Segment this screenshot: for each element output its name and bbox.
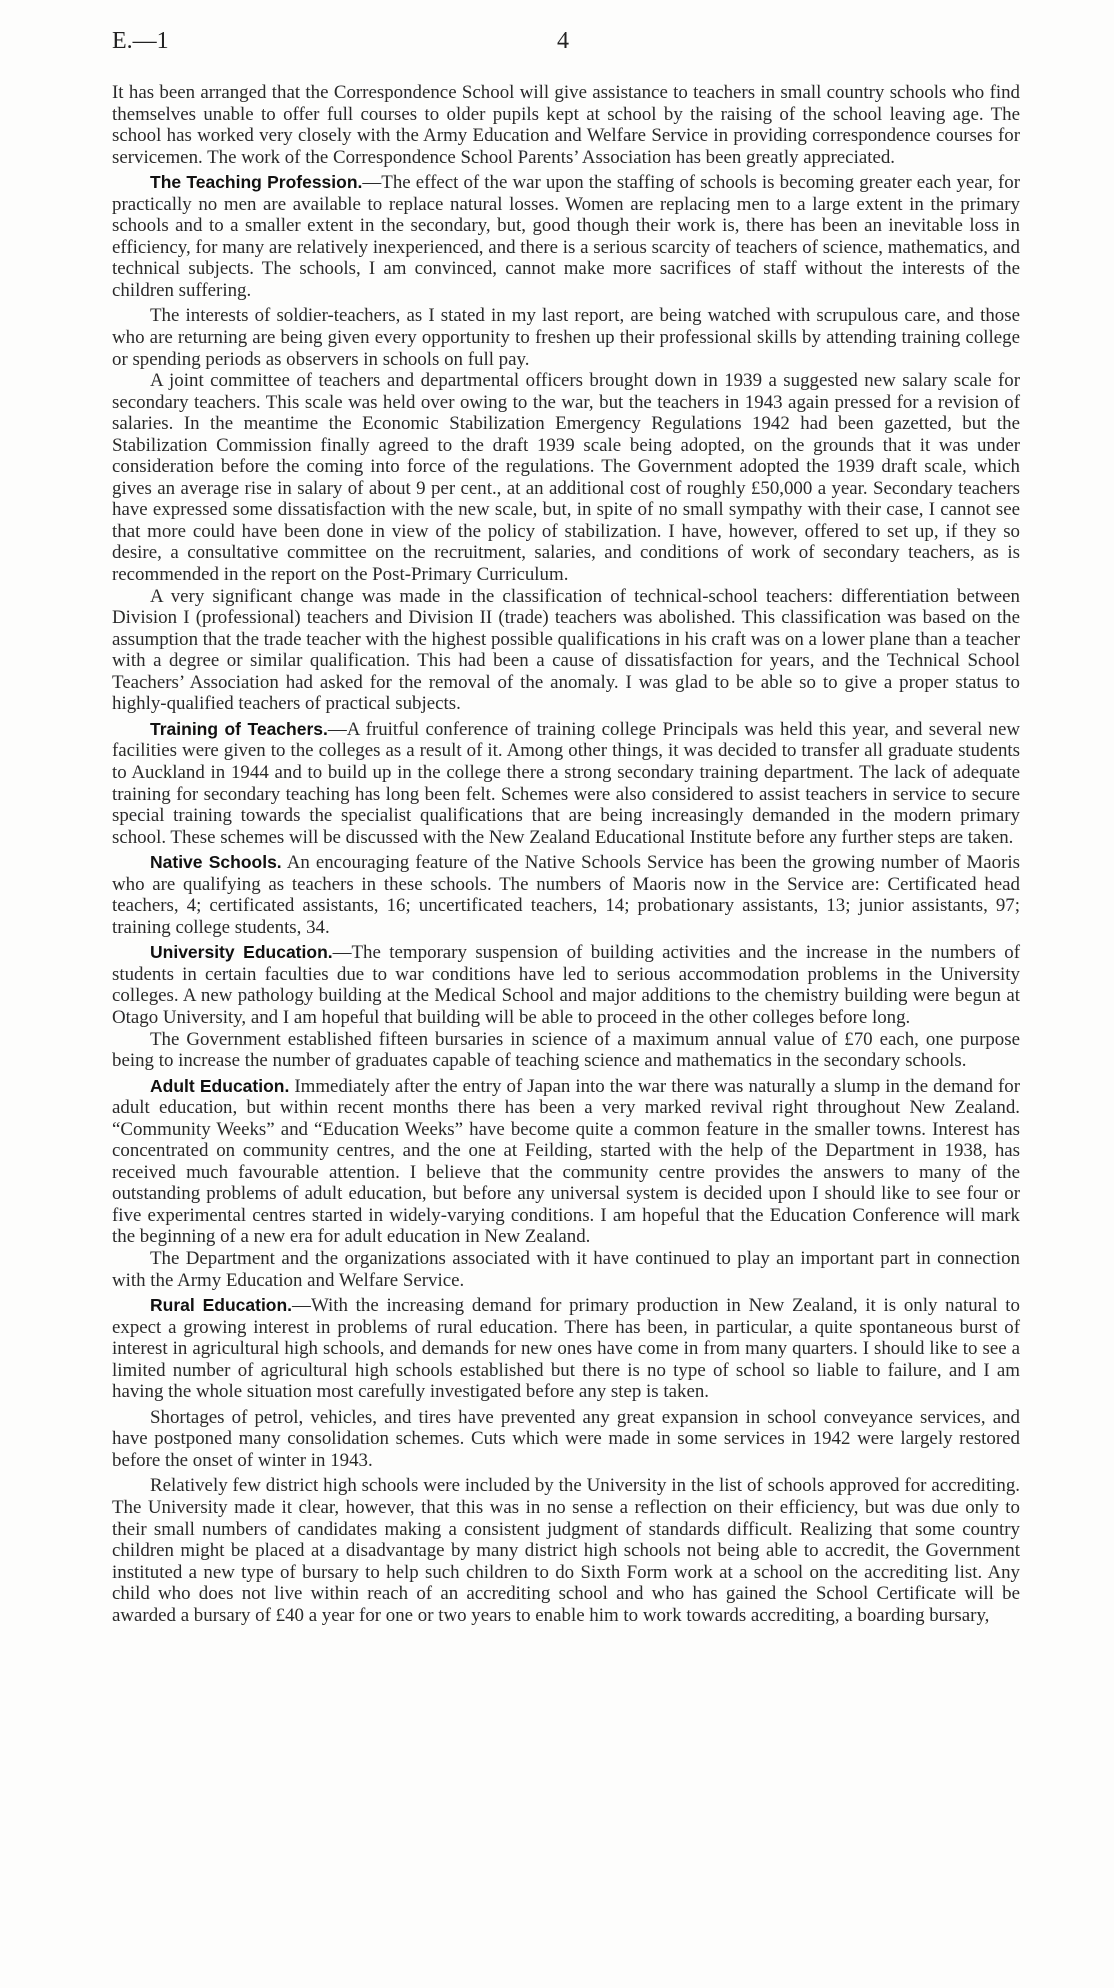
- paragraph-training-of-teachers: [112, 719, 1020, 848]
- paragraph-text: Immediately after the entry of Japan into the war there was naturally a slump in the demand for adult education, but within recent months there has been a very marked revival right throughout New Zealand. “Community Weeks” and “Education Weeks” have become quite a common feature in the smaller towns. Interest has concentrated on community centres, and the one at Feilding, started with the help of the Department in 1938, has received much favourable attention. I believe that the community centre provides the answers to many of the outstanding problems of adult education, but before any universal system is decided upon I should like to see four or five experimental centres started in widely-varying conditions. I am hopeful that the Education Conference will mark the beginning of a new era for adult education in New Zealand.: [112, 1075, 1020, 1248]
- page-number: 4: [557, 28, 569, 54]
- paragraph-text: —A fruitful conference of training college Principals was held this year, and several new facilities were given to the colleges as a result of it. Among other things, it was decided to transfer all graduate students to Auckland in 1944 and to build up in the college there a strong secondary training department. The lack of adequate training for secondary teaching has long been felt. Schemes were also considered to assist teachers in service to secure special training towards the specialist qualifications that are being increasingly demanded in the modern primary school. These schemes will be discussed with the New Zealand Educational Institute before any further steps are taken.: [112, 718, 1020, 848]
- paragraph-soldier-teachers: [112, 305, 1020, 370]
- paragraph-teaching-profession: [112, 172, 1020, 301]
- paragraph-correspondence-school: [112, 82, 1020, 168]
- paragraph-salary-scale: [112, 370, 1020, 585]
- paragraph-text: A very significant change was made in the classification of technical-school teachers: differentiation between Division I (professional) teachers and Division II (trade) teachers was abolished. This classification was based on the assumption that the trade teacher with the highest possible qualifications in his craft was on a lower plane than a teacher with a degree or similar qualification. This had been a cause of dissatisfaction for years, and the Technical School Teachers’ Association had asked for the removal of the anomaly. I was glad to be able so to give a proper status to highly-qualified teachers of practical subjects.: [112, 585, 1020, 715]
- paragraph-text: The interests of soldier-teachers, as I stated in my last report, are being watched with scrupulous care, and those who are returning are being given every opportunity to freshen up their professional skills by attending training college or spending periods as observers in schools on full pay.: [112, 305, 1020, 370]
- paragraph-army-education: [112, 1248, 1020, 1291]
- section-heading-university-education: University Education.: [150, 942, 333, 963]
- paragraph-text: A joint committee of teachers and departmental officers brought down in 1939 a suggested new salary scale for secondary teachers. This scale was held over owing to the war, but the teachers in 1943 again pressed for a revision of salaries. In the meantime the Economic Stabilization Emergency Regulations 1942 had been gazetted, but the Stabilization Commission finally agreed to the draft 1939 scale being adopted, on the grounds that it was under consideration before the coming into force of the regulations. The Government adopted the 1939 draft scale, which gives an average rise in salary of about 9 per cent., at an additional cost of roughly £50,000 a year. Secondary teachers have expressed some dissatisfaction with the new scale, but, in spite of no small sympathy with their case, I cannot see that more could have been done in view of the policy of stabilization. I have, however, offered to set up, if they so desire, a consultative committee on the recruitment, salaries, and conditions of work of secondary teachers, as is recommended in the report on the Post-Primary Curriculum.: [112, 370, 1020, 586]
- paragraph-text: The Department and the organizations associated with it have continued to play an important part in connection with the Army Education and Welfare Service.: [112, 1247, 1020, 1291]
- paragraph-technical-teachers: [112, 586, 1020, 715]
- paragraph-text: An encouraging feature of the Native Schools Service has been the growing number of Maoris who are qualifying as teachers in these schools. The numbers of Maoris now in the Service are: Certificated head teachers, 4; certificated assistants, 16; uncertificated teachers, 14; probationary assistants, 13; junior assistants, 97; training college students, 34.: [112, 852, 1020, 938]
- paragraph-text: —The effect of the war upon the staffing of schools is becoming greater each year, for practically no men are available to replace natural losses. Women are replacing men to a large extent in the primary schools and to a smaller extent in the secondary, but, good though their work is, there has been an inevitable loss in efficiency, for many are relatively inexperienced, and there is a serious scarcity of teachers of science, mathematics, and technical subjects. The schools, I am convinced, cannot make more sacrifices of staff without the interests of the children suffering.: [112, 172, 1020, 301]
- paragraph-text: Shortages of petrol, vehicles, and tires have prevented any great expansion in school conveyance services, and have postponed many consolidation schemes. Cuts which were made in some services in 1942 were largely restored before the onset of winter in 1943.: [112, 1406, 1020, 1471]
- paragraph-text: It has been arranged that the Correspondence School will give assistance to teachers in small country schools who find themselves unable to offer full courses to older pupils kept at school by the raising of the school leaving age. The school has worked very closely with the Army Education and Welfare Service in providing correspondence courses for servicemen. The work of the Correspondence School Parents’ Association has been greatly appreciated.: [112, 82, 1020, 168]
- paragraph-native-schools: [112, 852, 1020, 938]
- paragraph-school-conveyance: [112, 1407, 1020, 1472]
- paragraph-text: Relatively few district high schools were included by the University in the list of schools approved for accrediting. The University made it clear, however, that this was in no sense a reflection on their efficiency, but was due only to their small numbers of candidates making a consistent judgment of standards difficult. Realizing that some country children might be placed at a disadvantage by many district high schools not being able to accredit, the Government instituted a new type of bursary to help such children to do Sixth Form work at a school on the accrediting list. Any child who does not live within reach of an accrediting school and who has gained the School Certificate will be awarded a bursary of £40 a year for one or two years to enable him to work towards accrediting, a boarding bursary,: [112, 1475, 1020, 1626]
- paragraph-text: —With the increasing demand for primary production in New Zealand, it is only natural to expect a growing interest in problems of rural education. There has been, in particular, a quite spontaneous burst of interest in agricultural high schools, and demands for new ones have come in from many quarters. I should like to see a limited number of agricultural high schools established but there is no type of school so liable to failure, and I am having the whole situation most carefully investigated before any step is taken.: [112, 1295, 1020, 1403]
- section-heading-adult-education: Adult Education.: [150, 1075, 290, 1096]
- paragraph-science-bursaries: [112, 1029, 1020, 1072]
- paragraph-text: The Government established fifteen bursaries in science of a maximum annual value of £70 each, one purpose being to increase the number of graduates capable of teaching science and mathematics in the secondary schools.: [112, 1028, 1020, 1072]
- document-body: [112, 82, 1020, 1626]
- section-heading-native-schools: Native Schools.: [150, 852, 282, 873]
- paragraph-text: —The temporary suspension of building activities and the increase in the numbers of students in certain faculties due to war conditions have led to serious accommodation problems in the University colleges. A new pathology building at the Medical School and major additions to the chemistry building were begun at Otago University, and I am hopeful that building will be able to proceed in the other colleges before long.: [112, 942, 1020, 1028]
- page-header: [112, 28, 1014, 60]
- paragraph-rural-education: [112, 1295, 1020, 1403]
- section-heading-training-of-teachers: Training of Teachers.: [150, 718, 328, 739]
- section-heading-rural-education: Rural Education.: [150, 1295, 293, 1316]
- paragraph-university-education: [112, 942, 1020, 1028]
- section-heading-teaching-profession: The Teaching Profession.: [150, 172, 363, 193]
- document-reference: E.—1: [112, 28, 169, 54]
- paragraph-adult-education: [112, 1076, 1020, 1248]
- paragraph-district-high-schools: [112, 1475, 1020, 1626]
